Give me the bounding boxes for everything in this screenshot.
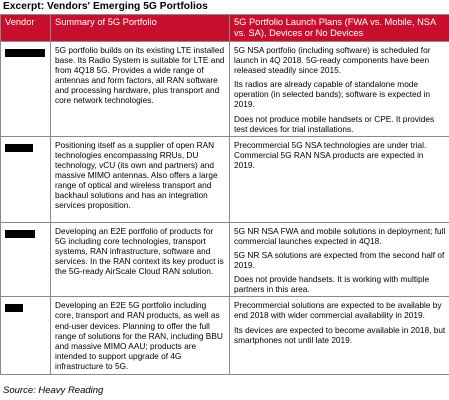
summary-text: Developing an E2E 5G portfolio including core, transport and RAN products, as well as end-user devices. Planning to offer the full range of solutions for the RAN, including BBU and massive MIMO AAU; products are intended to support upgrade of 4G infrastructure to 5G. — [55, 300, 223, 371]
redacted-vendor-name — [5, 230, 35, 238]
plans-cell — [230, 42, 449, 137]
plan-text: Does not provide handsets. It is working with multiple partners in this area. — [234, 274, 430, 295]
summary-text: Developing an E2E portfolio of products for 5G including core technologies, transport systems, RAN infrastructure, software and services. In the RAN context its key product is the 5G-ready AirScale Cloud RAN solution. — [55, 225, 224, 277]
vendor-cell — [1, 297, 51, 375]
summary-cell — [51, 297, 230, 375]
table-row — [1, 42, 449, 137]
header-summary: Summary of 5G Portfolio — [51, 15, 230, 42]
summary-text: Positioning itself as a supplier of open RAN technologies encompassing RRUs, DU technology, vCU (its own and partners) and massive MIMO antennas. Also offers a large range of optical and wireless transport and backhaul solutions and has an integration services proposition. — [55, 139, 218, 211]
summary-cell — [51, 42, 230, 137]
vendor-cell — [1, 136, 51, 222]
vendor-cell — [1, 222, 51, 297]
redacted-vendor-name — [5, 304, 23, 312]
plan-text: 5G NR SA solutions are expected from the second half of 2019. — [234, 249, 445, 271]
plan-text: 5G NR NSA FWA and mobile solutions in deployment; full commercial launches expected in 4Q18. — [234, 225, 446, 246]
table-row — [1, 136, 449, 222]
table-header-row — [1, 15, 449, 42]
plan-text: Precommercial 5G NSA technologies are under trial. Commercial 5G RAN NSA products are expected in 2019. — [234, 139, 427, 170]
summary-cell — [51, 136, 230, 222]
plans-cell — [230, 222, 449, 297]
summary-cell — [51, 222, 230, 297]
excerpt-title: Excerpt: Vendors' Emerging 5G Portfolios — [3, 1, 208, 12]
plans-cell — [230, 297, 449, 375]
header-vendor: Vendor — [1, 15, 51, 42]
plan-text: Its devices are expected to become available in 2018, but smartphones not until late 2019. — [234, 324, 446, 345]
vendor-cell — [1, 42, 51, 137]
table-row — [1, 222, 449, 297]
redacted-vendor-name — [5, 49, 45, 57]
plan-text: Its radios are already capable of standalone mode operation (in selected bands); software is expected in 2019. — [234, 79, 431, 110]
plan-text: 5G NSA portfolio (including software) is scheduled for launch in 4Q 2018. 5G-ready components have been released steadily since 2015. — [234, 45, 431, 76]
plan-text: Does not produce mobile handsets or CPE. It provides test devices for trial installations. — [234, 113, 435, 134]
table-row — [1, 297, 449, 375]
vendor-portfolio-table — [0, 14, 449, 375]
redacted-vendor-name — [5, 144, 33, 152]
plan-text: Precommercial solutions are expected to be available by end 2018 with wider commercial availability in 2019. — [234, 300, 442, 321]
source-caption: Source: Heavy Reading — [3, 385, 104, 396]
summary-text: 5G portfolio builds on its existing LTE installed base. Its Radio System is suitable for LTE and from 4Q18 5G. Provides a wide range of antennas and form factors, all RAN software and processing hardware, plus transport and core network technologies. — [55, 45, 225, 106]
header-launch-plans: 5G Portfolio Launch Plans (FWA vs. Mobile, NSA vs. SA), Devices or No Devices — [230, 15, 449, 42]
plans-cell — [230, 136, 449, 222]
